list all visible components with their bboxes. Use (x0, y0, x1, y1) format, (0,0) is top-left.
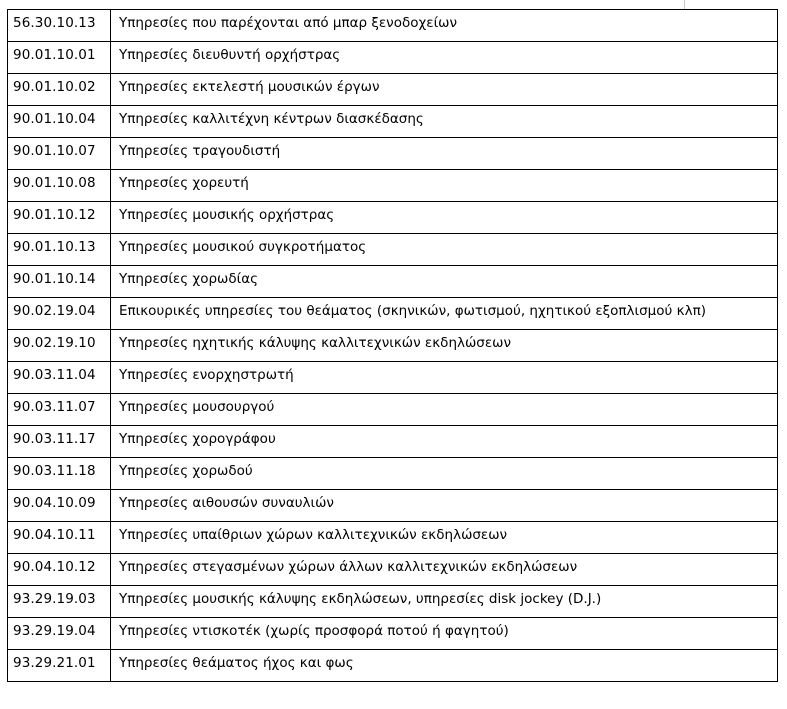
page-margin-marker (684, 0, 685, 9)
table-row (8, 42, 778, 74)
activity-codes-table (7, 9, 778, 682)
table-row (8, 266, 778, 298)
table-row (8, 234, 778, 266)
activity-description-cell: Υπηρεσίες ενορχηστρωτή (111, 362, 778, 394)
table-row (8, 10, 778, 42)
activity-description-cell: Υπηρεσίες ηχητικής κάλυψης καλλιτεχνικών εκδηλώσεων (111, 330, 778, 362)
activity-code-cell: 90.01.10.07 (8, 138, 111, 170)
activity-description-cell: Υπηρεσίες αιθουσών συναυλιών (111, 490, 778, 522)
activity-description-cell: Υπηρεσίες καλλιτέχνη κέντρων διασκέδασης (111, 106, 778, 138)
activity-description-cell: Υπηρεσίες χορογράφου (111, 426, 778, 458)
activity-description-cell: Υπηρεσίες χορωδίας (111, 266, 778, 298)
table-row (8, 202, 778, 234)
activity-code-cell: 90.03.11.18 (8, 458, 111, 490)
activity-description-cell: Υπηρεσίες τραγουδιστή (111, 138, 778, 170)
table-row (8, 490, 778, 522)
activity-description-cell: Υπηρεσίες ντισκοτέκ (χωρίς προσφορά ποτού ή φαγητού) (111, 618, 778, 650)
table-row (8, 74, 778, 106)
table-row (8, 106, 778, 138)
activity-code-cell: 90.01.10.01 (8, 42, 111, 74)
table-row (8, 330, 778, 362)
activity-code-cell: 90.04.10.09 (8, 490, 111, 522)
table-row (8, 554, 778, 586)
activity-description-cell: Υπηρεσίες στεγασμένων χώρων άλλων καλλιτεχνικών εκδηλώσεων (111, 554, 778, 586)
activity-code-cell: 90.01.10.14 (8, 266, 111, 298)
activity-code-cell: 90.04.10.11 (8, 522, 111, 554)
activity-code-cell: 90.01.10.12 (8, 202, 111, 234)
table-row (8, 394, 778, 426)
table-row (8, 298, 778, 330)
activity-code-cell: 90.03.11.07 (8, 394, 111, 426)
table-row (8, 650, 778, 682)
activity-description-cell: Υπηρεσίες μουσικού συγκροτήματος (111, 234, 778, 266)
activity-description-cell: Υπηρεσίες που παρέχονται από μπαρ ξενοδοχείων (111, 10, 778, 42)
activity-code-cell: 93.29.19.03 (8, 586, 111, 618)
activity-description-cell: Υπηρεσίες υπαίθριων χώρων καλλιτεχνικών εκδηλώσεων (111, 522, 778, 554)
activity-description-cell: Υπηρεσίες χορωδού (111, 458, 778, 490)
table-row (8, 618, 778, 650)
activity-code-cell: 90.01.10.02 (8, 74, 111, 106)
table-row (8, 170, 778, 202)
activity-description-cell: Υπηρεσίες μουσικής κάλυψης εκδηλώσεων, υπηρεσίες disk jockey (D.J.) (111, 586, 778, 618)
table-row (8, 138, 778, 170)
activity-description-cell: Υπηρεσίες μουσουργού (111, 394, 778, 426)
activity-code-cell: 93.29.21.01 (8, 650, 111, 682)
activity-description-cell: Επικουρικές υπηρεσίες του θεάματος (σκηνικών, φωτισμού, ηχητικού εξοπλισμού κλπ) (111, 298, 778, 330)
table-row (8, 522, 778, 554)
table-row (8, 586, 778, 618)
activity-code-cell: 90.01.10.08 (8, 170, 111, 202)
activity-description-cell: Υπηρεσίες χορευτή (111, 170, 778, 202)
activity-code-cell: 90.02.19.10 (8, 330, 111, 362)
activity-code-cell: 56.30.10.13 (8, 10, 111, 42)
activity-description-cell: Υπηρεσίες μουσικής ορχήστρας (111, 202, 778, 234)
activity-description-cell: Υπηρεσίες διευθυντή ορχήστρας (111, 42, 778, 74)
activity-code-cell: 90.01.10.04 (8, 106, 111, 138)
table-row (8, 458, 778, 490)
activity-code-cell: 90.01.10.13 (8, 234, 111, 266)
activity-code-cell: 93.29.19.04 (8, 618, 111, 650)
table-row (8, 362, 778, 394)
table-body (8, 10, 778, 682)
table-row (8, 426, 778, 458)
activity-description-cell: Υπηρεσίες εκτελεστή μουσικών έργων (111, 74, 778, 106)
activity-description-cell: Υπηρεσίες θεάματος ήχος και φως (111, 650, 778, 682)
activity-code-cell: 90.02.19.04 (8, 298, 111, 330)
activity-code-cell: 90.03.11.04 (8, 362, 111, 394)
activity-code-cell: 90.04.10.12 (8, 554, 111, 586)
activity-code-cell: 90.03.11.17 (8, 426, 111, 458)
